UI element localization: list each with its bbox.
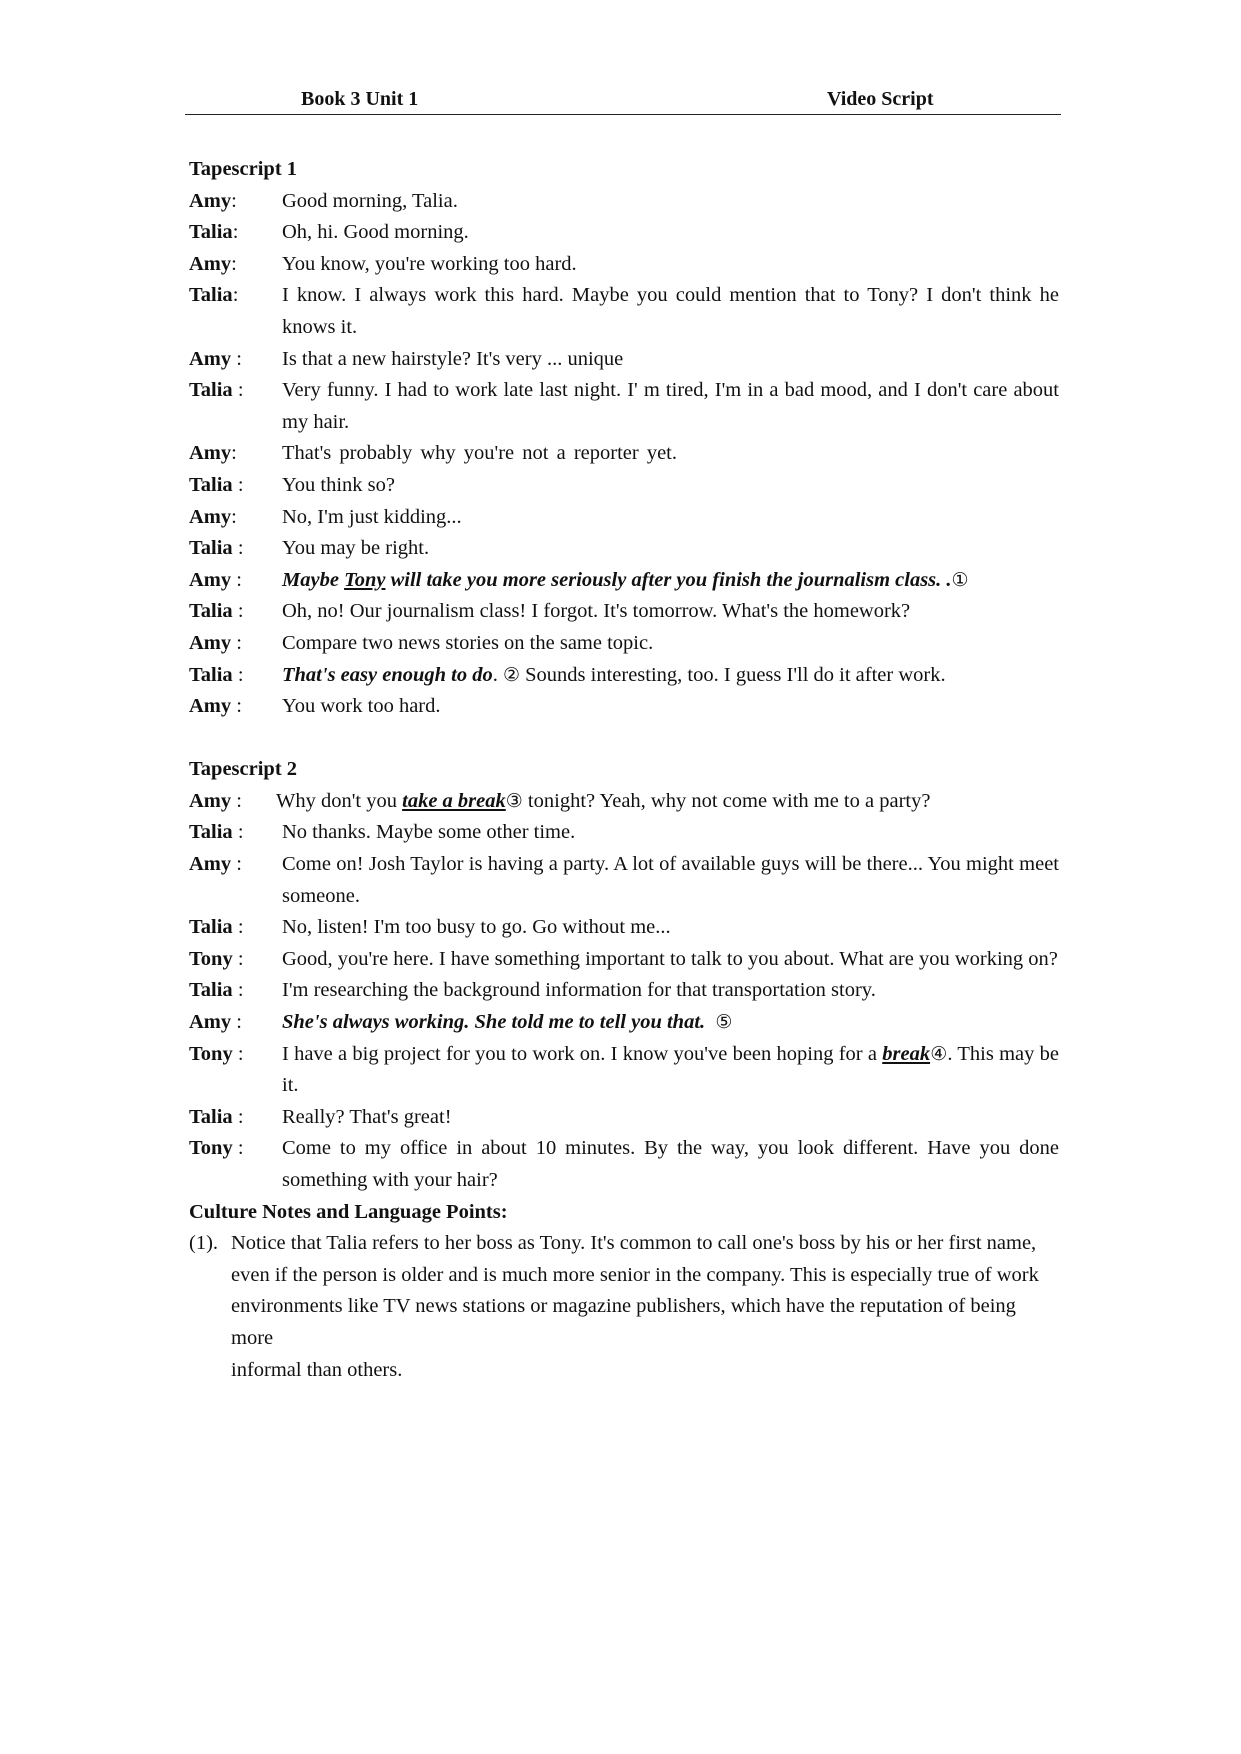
- culture-note: [189, 1228, 1059, 1386]
- speaker-colon: :: [232, 1042, 244, 1065]
- note-number: (1).: [189, 1232, 219, 1255]
- dialogue-text: You may be right.: [282, 537, 430, 560]
- speaker-colon: :: [231, 505, 237, 528]
- dialogue-text-head: Why don't you: [276, 789, 403, 812]
- dialogue-text: No, I'm just kidding...: [282, 505, 462, 528]
- speaker-name: Talia: [189, 284, 233, 307]
- dialogue-text: No, listen! I'm too busy to go. Go without me...: [282, 916, 671, 939]
- dialogue-text: Good morning, Talia.: [282, 189, 458, 212]
- speaker-name: Talia: [189, 379, 233, 402]
- underlined-keyword: take a break: [402, 789, 506, 812]
- highlighted-phrase: That's easy enough to do: [282, 663, 493, 686]
- speaker-name: Amy: [189, 1011, 232, 1034]
- tapescript-1-title: Tapescript 1: [189, 158, 298, 180]
- speaker-name: Amy: [189, 252, 232, 275]
- speaker-name: Amy: [189, 347, 232, 370]
- dialogue-line: [189, 502, 1059, 534]
- note-marker: ⑤: [715, 1011, 733, 1034]
- speaker-colon: :: [231, 347, 242, 370]
- dialogue-text: Come on! Josh Taylor is having a party. A lot of available guys will be there... You might meet someone.: [282, 853, 1059, 907]
- note-line: Notice that Talia refers to her boss as Tony. It's common to call one's boss by his or her first name,: [231, 1232, 1037, 1255]
- punctuation: .: [492, 663, 503, 686]
- dialogue-text: No thanks. Maybe some other time.: [282, 821, 576, 844]
- dialogue-text: Really? That's great!: [282, 1105, 452, 1128]
- speaker-name: Amy: [189, 631, 232, 654]
- dialogue-text: [282, 565, 1059, 597]
- note-line: informal than others.: [231, 1358, 403, 1381]
- note-line: even if the person is older and is much more senior in the company. This is especially true of work: [231, 1263, 1039, 1286]
- speaker-colon: :: [232, 663, 244, 686]
- dialogue-text: I know. I always work this hard. Maybe you could mention that to Tony? I don't think he knows it.: [282, 284, 1059, 338]
- dialogue-line: [189, 186, 1059, 218]
- dialogue-line: [189, 533, 1059, 565]
- speaker-name: Amy: [189, 568, 232, 591]
- dialogue-text-tail: Sounds interesting, too. I guess I'll do it after work.: [520, 663, 946, 686]
- dialogue-text: [282, 1039, 1059, 1102]
- dialogue-text: Oh, no! Our journalism class! I forgot. It's tomorrow. What's the homework?: [282, 600, 911, 623]
- speaker-name: Amy: [189, 442, 232, 465]
- page-header: [185, 88, 1061, 115]
- dialogue-text: You think so?: [282, 473, 395, 496]
- speaker-name: Amy: [189, 505, 232, 528]
- dialogue-line: [189, 1039, 1059, 1102]
- dialogue-text: Good, you're here. I have something important to talk to you about. What are you working on?: [282, 947, 1058, 970]
- speaker-colon: :: [232, 1137, 244, 1160]
- dialogue-line: [189, 975, 1059, 1007]
- dialogue-line: [189, 217, 1059, 249]
- speaker-colon: :: [231, 789, 242, 812]
- note-marker: ②: [502, 663, 521, 686]
- dialogue-line: [189, 565, 1059, 597]
- dialogue-text: Come to my office in about 10 minutes. By the way, you look different. Have you done something with your hair?: [282, 1137, 1059, 1191]
- speaker-colon: :: [232, 821, 244, 844]
- header-book-unit: Book 3 Unit 1: [301, 88, 419, 110]
- dialogue-line: [189, 249, 1059, 281]
- dialogue-line: [189, 596, 1059, 628]
- tapescript-2-title: Tapescript 2: [189, 758, 298, 781]
- speaker-colon: :: [232, 600, 244, 623]
- speaker-colon: :: [232, 221, 239, 244]
- speaker-name: Talia: [189, 1105, 233, 1128]
- note-marker: ④: [930, 1042, 948, 1065]
- speaker-name: Tony: [189, 1042, 233, 1065]
- dialogue-line: [189, 628, 1059, 660]
- dialogue-text: You work too hard.: [282, 695, 441, 718]
- dialogue-line: [189, 375, 1059, 438]
- speaker-colon: :: [231, 189, 237, 212]
- speaker-name: Amy: [189, 853, 232, 876]
- dialogue-line: [189, 280, 1059, 343]
- speaker-name: Amy: [189, 789, 232, 812]
- dialogue-line: [189, 944, 1059, 976]
- speaker-colon: :: [232, 979, 244, 1002]
- speaker-colon: :: [231, 442, 237, 465]
- speaker-name: Talia: [189, 916, 233, 939]
- dialogue-text-head: I have a big project for you to work on. I know you've been hoping for a: [282, 1042, 883, 1065]
- dialogue-line: [189, 344, 1059, 376]
- dialogue-line: [189, 438, 1059, 470]
- speaker-name: Talia: [189, 821, 233, 844]
- dialogue-line: [189, 1007, 1059, 1039]
- speaker-colon: :: [232, 916, 244, 939]
- underlined-keyword: Tony: [344, 568, 386, 591]
- speaker-name: Talia: [189, 663, 233, 686]
- dialogue-text: Oh, hi. Good morning.: [282, 221, 469, 244]
- dialogue-text: Very funny. I had to work late last night. I' m tired, I'm in a bad mood, and I don't care about my hair.: [282, 379, 1059, 433]
- dialogue-text: That's probably why you're not a reporter yet.: [282, 442, 677, 465]
- speaker-name: Amy: [189, 189, 232, 212]
- speaker-colon: :: [232, 1105, 244, 1128]
- speaker-name: Talia: [189, 221, 233, 244]
- speaker-name: Talia: [189, 600, 233, 623]
- dialogue-line: [189, 817, 1059, 849]
- speaker-colon: :: [231, 252, 237, 275]
- speaker-colon: :: [231, 695, 242, 718]
- speaker-name: Tony: [189, 947, 233, 970]
- culture-notes-title: Culture Notes and Language Points:: [189, 1200, 508, 1223]
- speaker-name: Talia: [189, 473, 233, 496]
- speaker-name: Talia: [189, 979, 233, 1002]
- dialogue-line: [189, 470, 1059, 502]
- dialogue-line: [189, 849, 1059, 912]
- speaker-colon: :: [231, 568, 242, 591]
- speaker-colon: :: [232, 284, 239, 307]
- note-marker: ①: [951, 568, 969, 591]
- speaker-name: Talia: [189, 537, 233, 560]
- speaker-colon: :: [232, 473, 244, 496]
- speaker-colon: :: [232, 537, 244, 560]
- dialogue-text: [282, 660, 1059, 692]
- dialogue-text: You know, you're working too hard.: [282, 252, 577, 275]
- dialogue-text-tail: . This may be it.: [282, 1042, 1059, 1097]
- script-content: [189, 154, 1059, 1386]
- dialogue-line: [189, 786, 1059, 818]
- speaker-colon: :: [231, 1011, 242, 1034]
- highlighted-phrase: Maybe: [282, 568, 345, 591]
- speaker-name: Tony: [189, 1137, 233, 1160]
- dialogue-line: [189, 912, 1059, 944]
- dialogue-text: I'm researching the background information for that transportation story.: [282, 979, 876, 1002]
- highlighted-phrase: She's always working. She told me to tell you that.: [282, 1011, 706, 1034]
- dialogue-text-tail: tonight? Yeah, why not come with me to a party?: [522, 789, 931, 812]
- speaker-colon: :: [231, 631, 242, 654]
- header-doc-type: Video Script: [827, 88, 934, 110]
- speaker-colon: :: [232, 379, 244, 402]
- dialogue-line: [189, 1133, 1059, 1196]
- dialogue-line: [189, 691, 1059, 723]
- highlighted-phrase: will take you more seriously after you finish the journalism class. .: [385, 568, 952, 591]
- dialogue-line: [189, 660, 1059, 692]
- note-line: environments like TV news stations or magazine publishers, which have the reputation of being more: [231, 1295, 1016, 1349]
- speaker-colon: :: [231, 853, 242, 876]
- note-marker: ③: [505, 789, 523, 812]
- dialogue-text: Compare two news stories on the same topic.: [282, 631, 654, 654]
- underlined-keyword: break: [882, 1042, 931, 1065]
- dialogue-text: [282, 1007, 1059, 1039]
- dialogue-text: Is that a new hairstyle? It's very ... unique: [282, 347, 624, 370]
- dialogue-text: [276, 786, 1059, 818]
- dialogue-line: [189, 1102, 1059, 1134]
- speaker-name: Amy: [189, 695, 232, 718]
- speaker-colon: :: [232, 947, 244, 970]
